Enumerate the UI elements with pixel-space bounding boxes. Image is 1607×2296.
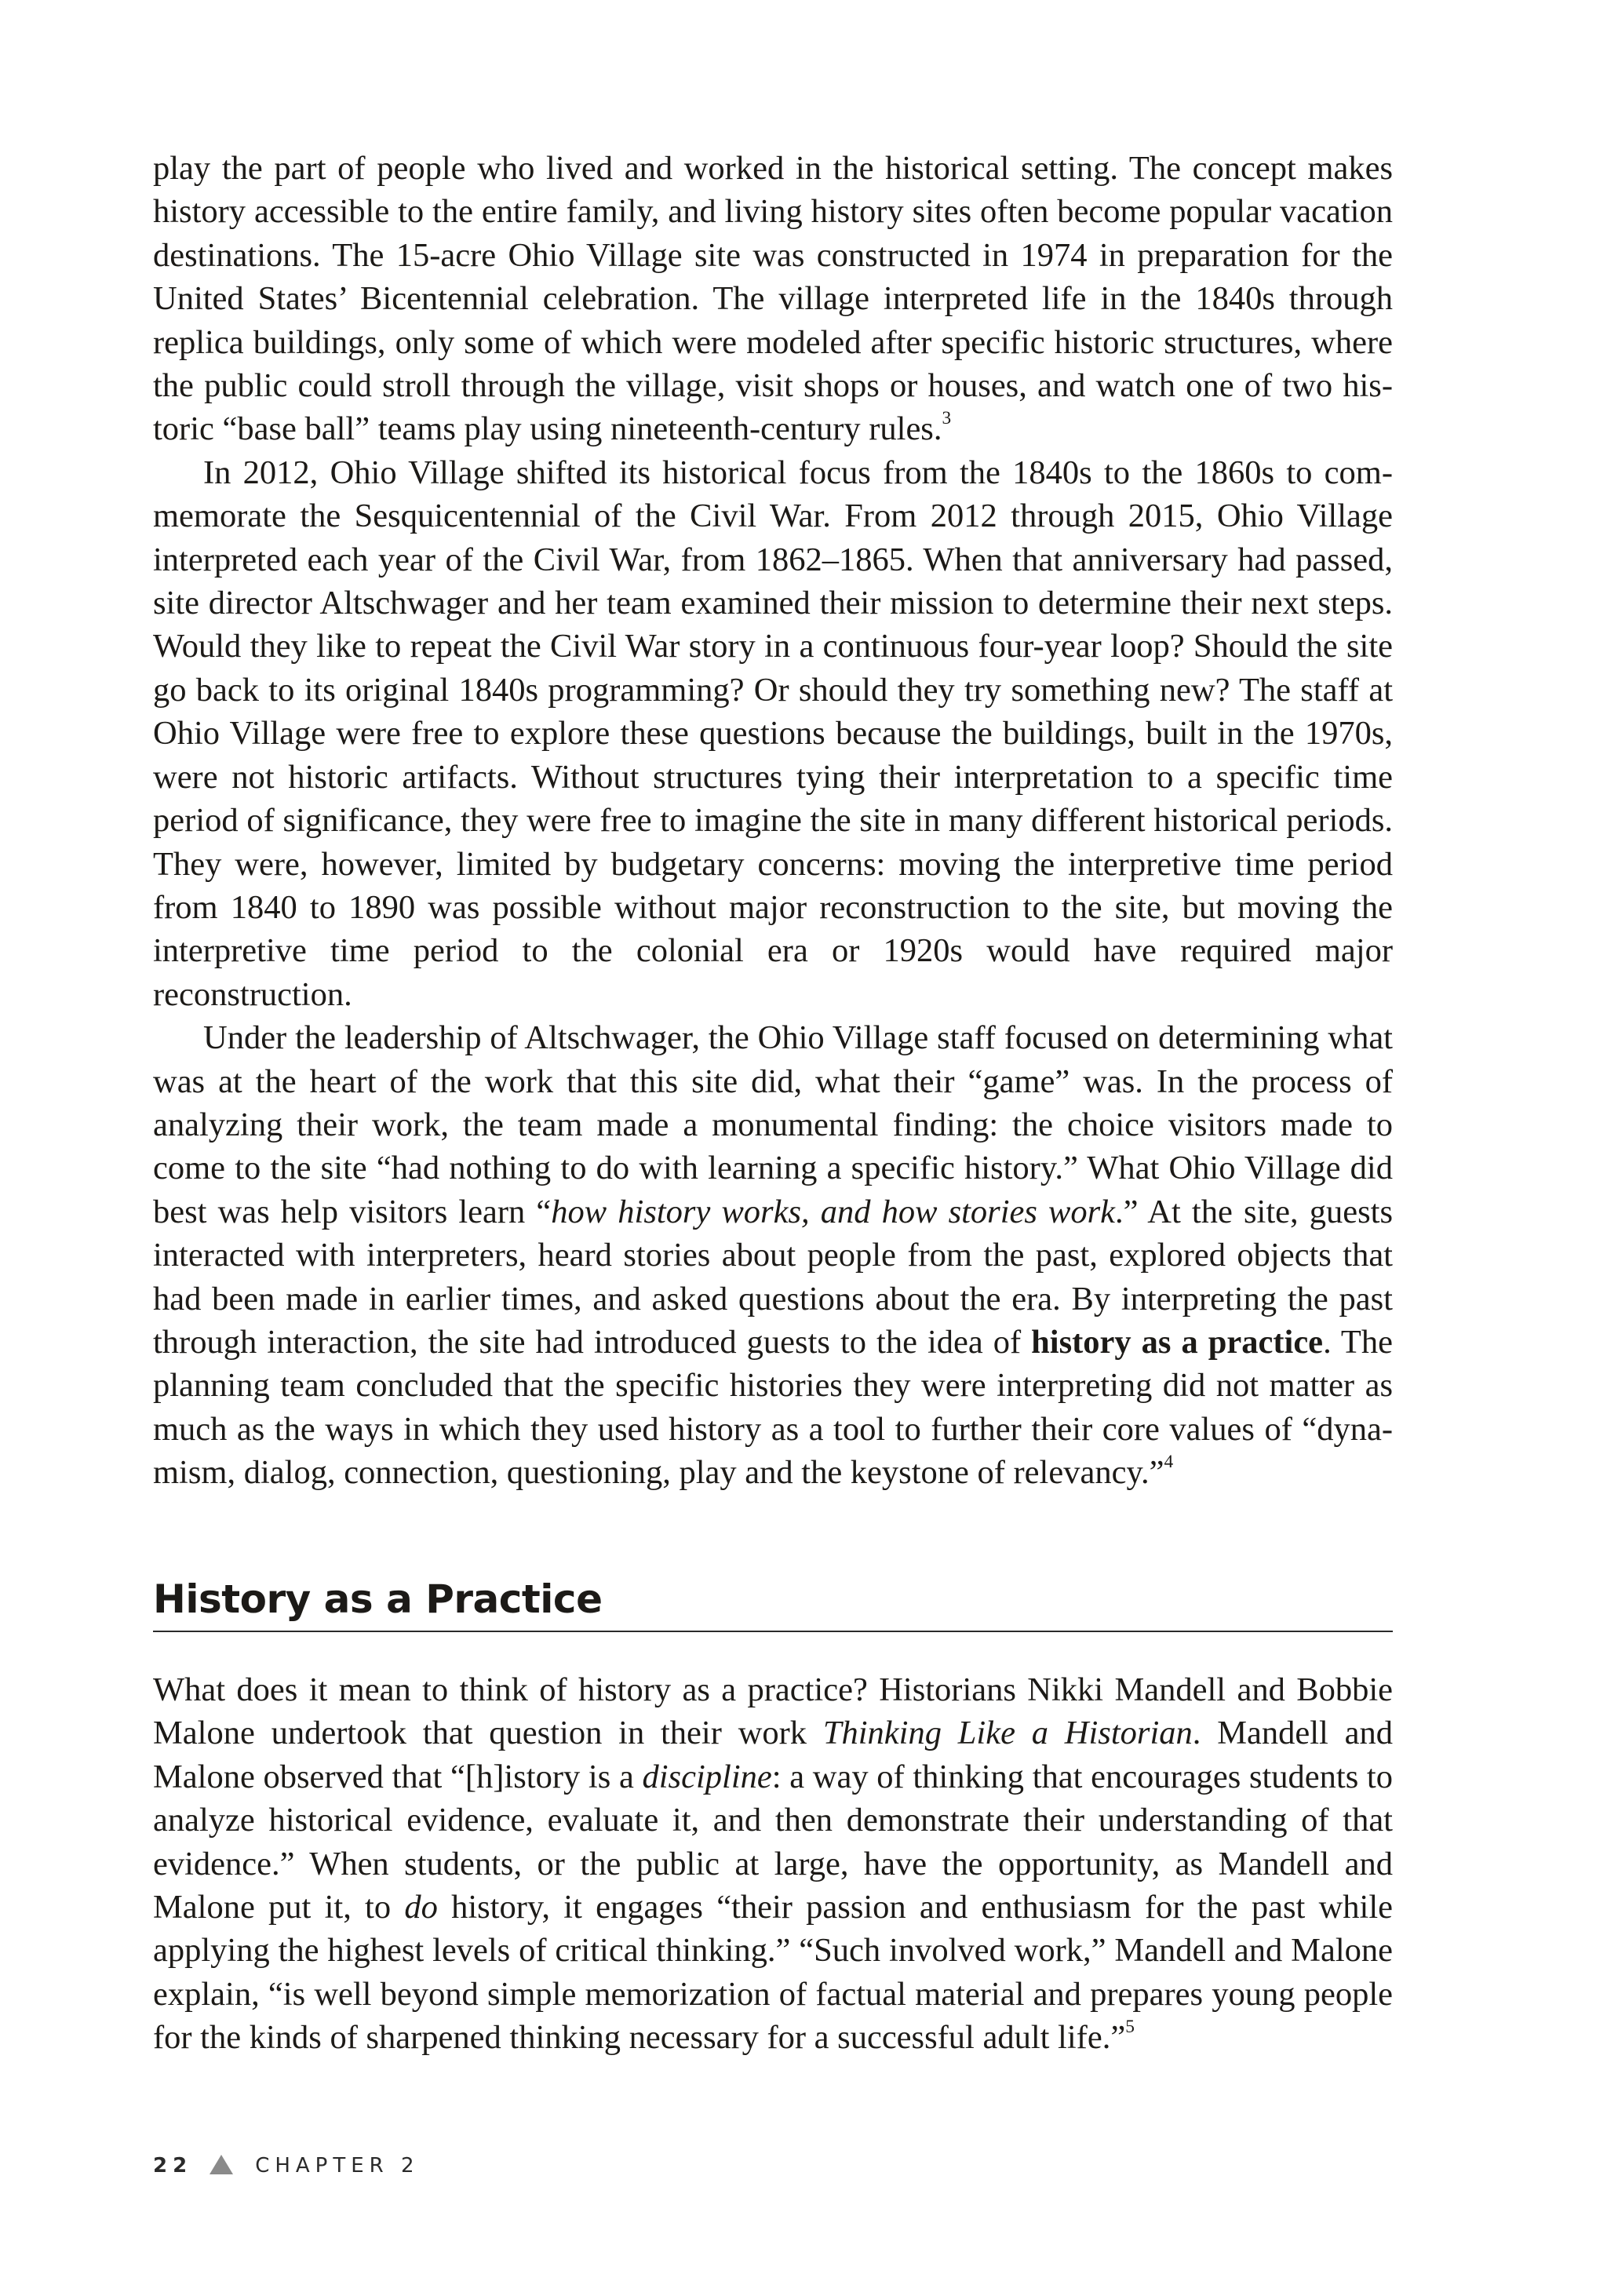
- page-footer: [153, 2150, 420, 2181]
- footnote-marker: 5: [1125, 2017, 1135, 2038]
- book-title: Thinking Like a Historian: [822, 1715, 1193, 1752]
- emphasis-text: discipline: [642, 1758, 772, 1795]
- chapter-label: CHAPTER 2: [255, 2154, 420, 2178]
- paragraph: play the part of people who lived and worked in the historical setting. The concept makes history accessible to the entire family, and living history sites often become popular vacation destinations. The 15-acre Ohio Village site was constructed in 1974 in preparation for the United States’ Bicentennial celebration. The village interpreted life in the 1840s through replica buildings, only some of which were modeled after specific historic structures, where the public could stroll through the village, visit shops or houses, and watch one of two historic “base ball” teams play using nineteenth-century rules.$^3$: [153, 150, 1393, 448]
- triangle-icon: [210, 2155, 233, 2174]
- section-heading: History as a Practice: [153, 1574, 1393, 1632]
- footnote-marker: 4: [1164, 1452, 1174, 1473]
- emphasis-text: do: [404, 1889, 438, 1926]
- emphasis-text: how history works, and how stories work: [551, 1193, 1116, 1230]
- paragraph: What does it mean to think of history as a practice? Historians Nikki Mandell and Bobbie Malone undertook that question in their work Thinking Like a Historian. Mandell and Malone observed that “[h]istory is a discipline: a way of thinking that encourages students to analyze historical evidence, evaluate it, and then demonstrate their understanding of that evidence.” When students, or the public at large, have the opportunity, as Mandell and Malone put it, to do history, it engages “their passion and enthusiasm for the past while applying the highest levels of critical thinking.” “Such involved work,” Mandell and Malone explain, “is well beyond simple memorization of factual material and prepares young people for the kinds of sharpened thinking necessary for a successful adult life.”$^5$: [153, 1671, 1394, 2057]
- page-number: 22: [153, 2154, 193, 2178]
- body-text-top: [153, 147, 1393, 1495]
- paragraph: In 2012, Ohio Village shifted its historical focus from the 1840s to the 1860s to commemorate the Sesquicentennial of the Civil War. From 2012 through 2015, Ohio Village interpreted each year of the Civil War, from 1862–1865. When that anniversary had passed, site director Altschwager and her team examined their mission to determine their next steps. Would they like to repeat the Civil War story in a continuous four-year loop? Should the site go back to its original 1840s programming? Or should they try something new? The staff at Ohio Village were free to explore these questions because the buildings, built in the 1970s, were not historic artifacts. Without structures tying their interpretation to a specific time period of significance, they were free to imagine the site in many different historical periods. They were, however, limited by budgetary concerns: moving the interpretive time period from 1840 to 1890 was possible without major reconstruction to the site, but moving the interpretive time period to the colonial era or 1920s would have required major reconstruction.: [153, 454, 1393, 1013]
- key-term: history as a practice: [1031, 1323, 1324, 1361]
- paragraph: Under the leadership of Altschwager, the Ohio Village staff focused on determining what was at the heart of the work that this site did, what their “game” was. In the process of analyzing their work, the team made a monumental finding: the choice visitors made to come to the site “had nothing to do with learning a specific history.” What Ohio Village did best was help visitors learn “how history works, and how stories work.” At the site, guests interacted with interpreters, heard stories about people from the past, explored objects that had been made in earlier times, and asked questions about the era. By interpreting the past through interaction, the site had introduced guests to the idea of history as a practice. The planning team concluded that the specific histories they were interpreting did not matter as much as the ways in which they used history as a tool to further their core values of “dynamism, dialog, connection, questioning, play and the keystone of relevancy.”$^4$: [153, 1019, 1394, 1492]
- body-text-bottom: [153, 1668, 1393, 2060]
- footnote-marker: 3: [942, 408, 952, 429]
